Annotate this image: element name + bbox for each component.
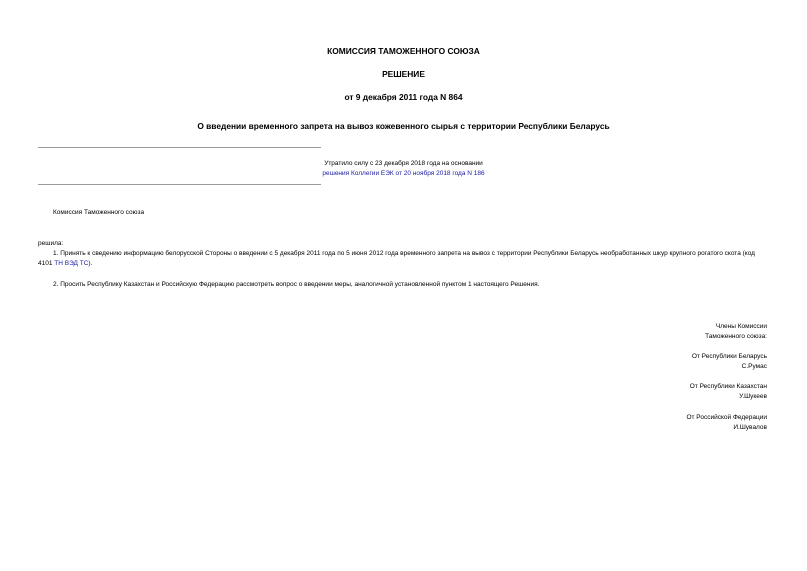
bottom-divider	[38, 184, 321, 185]
repeal-decision-link[interactable]: решения Коллегии ЕЭК от 20 ноября 2018 года N 186	[322, 170, 485, 177]
members-line-1: Члены Комиссии	[715, 323, 767, 330]
organization-heading: КОМИССИЯ ТАМОЖЕННОГО СОЮЗА	[327, 46, 480, 56]
decided-text: решила:	[38, 240, 64, 247]
issuer-text: Комиссия Таможенного союза	[53, 209, 145, 216]
date-number-heading: от 9 декабря 2011 года N 864	[344, 92, 463, 102]
belarus-signatory: С.Румас	[741, 363, 767, 370]
kazakhstan-signatory: У.Шукеев	[739, 393, 767, 400]
document-type-heading: РЕШЕНИЕ	[382, 69, 425, 79]
validity-link-wrapper	[0, 169, 807, 178]
validity-note: Утратило силу с 23 декабря 2018 года на основании	[324, 160, 483, 167]
paragraph-item-2: 2. Просить Республику Казахстан и Российскую Федерацию рассмотреть вопрос о введении меры, аналогичной установленной пунктом 1 настоящего Решения.	[53, 281, 540, 288]
members-line-2: Таможенного союза:	[705, 333, 767, 340]
top-divider	[38, 147, 321, 148]
kazakhstan-country: От Республики Казахстан	[689, 383, 767, 390]
paragraph-item-1	[38, 249, 768, 268]
item-1-text: 1. Принять к сведению информацию белорусской Стороны о введении с 5 декабря 2011 года по 5 июня 2012 года временного запрета на вывоз с территории Республики Беларусь необработанных шкур крупного рогатого скота (код 4101	[38, 250, 755, 267]
item-1-closing: ).	[88, 259, 93, 267]
document-title: О введении временного запрета на вывоз кожевенного сырья с территории Республики Беларусь	[197, 121, 610, 131]
tn-ved-ts-link[interactable]: ТН ВЭД ТС	[54, 259, 89, 267]
russia-country: От Российской Федерации	[686, 414, 767, 421]
russia-signatory: И.Шувалов	[733, 424, 767, 431]
belarus-country: От Республики Беларусь	[691, 353, 767, 360]
